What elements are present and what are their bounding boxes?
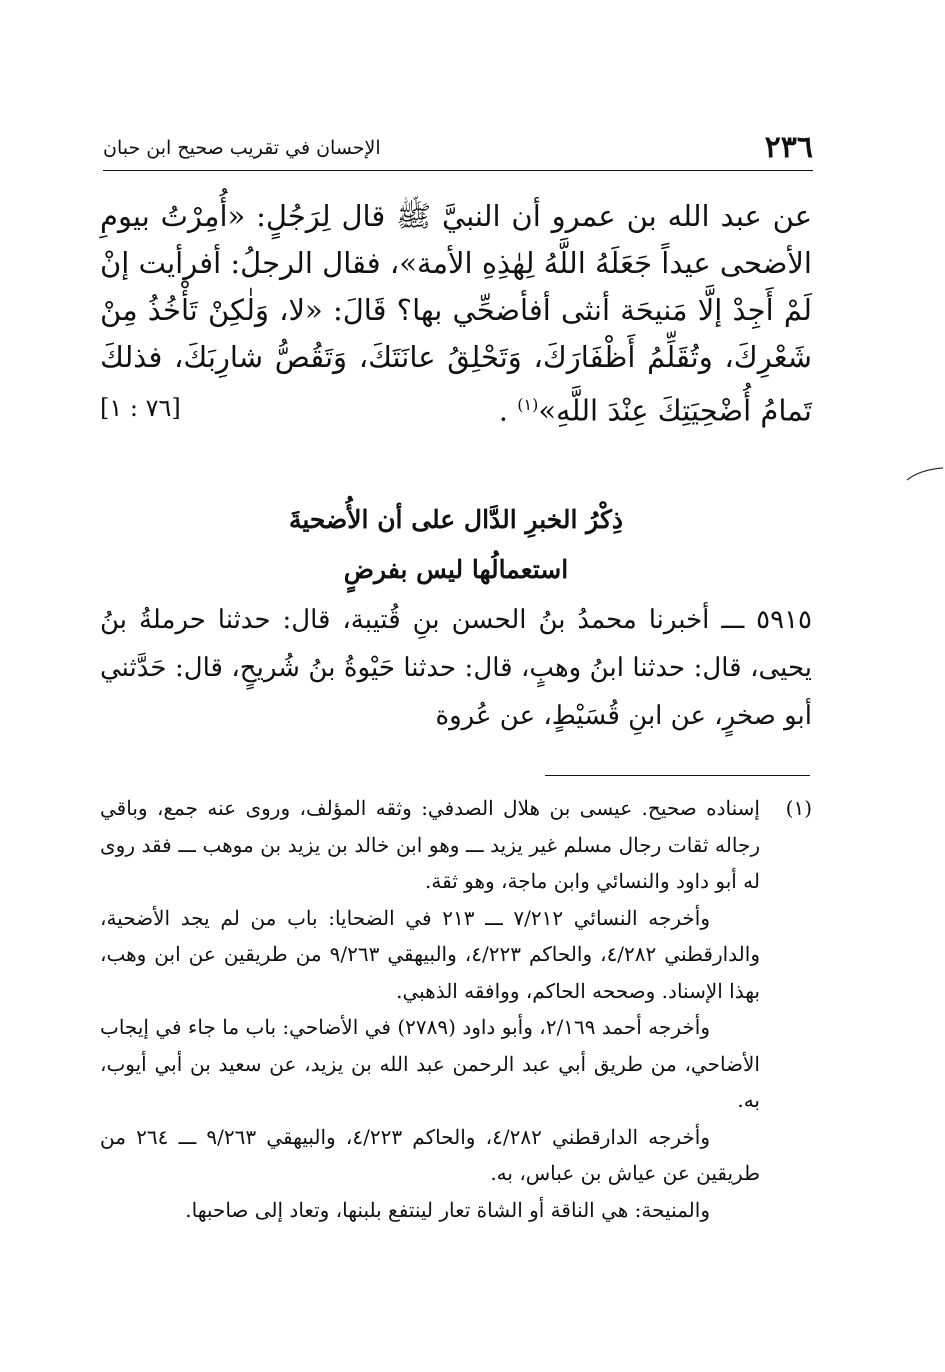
hadith-chain-text: ـــ أخبرنا محمدُ بنُ الحسن بنِ قُتيبة، قال: حدثنا حرملةُ بنُ يحيى، قال: حدثنا ابنُ وهبٍ، قال: حدثنا حَيْوةُ بنُ شُريحٍ، قال: حَدَّثني أبو صخرٍ، عن ابنِ قُسَيْطٍ، عن عُروة bbox=[100, 605, 812, 731]
footnote-reference: (١) bbox=[517, 395, 539, 414]
section-heading-line-1: ذِكْرُ الخبرِ الدَّال على أن الأُضحيةَ bbox=[288, 505, 624, 534]
margin-mark bbox=[905, 466, 945, 484]
volume-citation: [٧٦ : ١] bbox=[100, 394, 181, 422]
main-hadith-body: عن عبد الله بن عمرو أن النبيَّ ﷺ قال لِرَجُلٍ: «أُمِرْتُ بيومِ الأضحى عيداً جَعَلَهُ اللَّهُ لِهٰذِهِ الأمة»، فقال الرجلُ: أفرأيت إنْ لَمْ أَجِدْ إلَّا مَنيحَة أنثى أفأضحِّي بها؟ قَالَ: «لا، وَلٰكِنْ تَأْخُذُ مِنْ شَعْرِكَ، وتُقَلِّمُ أَظْفَارَكَ، وَتَحْلِقُ عانَتَكَ، وَتَقُصُّ شارِبَكَ، فذلكَ تَمامُ أُضْحِيَتِكَ عِنْدَ اللَّهِ» bbox=[100, 199, 812, 428]
footnote-1 bbox=[100, 790, 812, 900]
running-header bbox=[103, 128, 813, 168]
footnote-marker: (١) bbox=[785, 796, 812, 820]
hadith-number: ٥٩١٥ bbox=[756, 605, 813, 635]
hadith-chain bbox=[100, 596, 812, 740]
footnote-paragraph-1: إسناده صحيح. عيسى بن هلال الصدفي: وثقه المؤلف، وروى عنه جمع، وباقي رجاله ثقات رجال مسلم غير يزيد ـــ وهو ابن خالد بن يزيد بن موهب ـــ فقد روى له أبو داود والنسائي وابن ماجة، وهو ثقة. bbox=[100, 796, 760, 893]
running-title: الإحسان في تقريب صحيح ابن حبان bbox=[103, 137, 381, 159]
footnote-paragraph-3: وأخرجه أحمد ٢/١٦٩، وأبو داود (٢٧٨٩) في الأضاحي: باب ما جاء في إيجاب الأضاحي، من طريق أبي عبد الرحمن عبد الله بن يزيد، عن سعيد بن أبي أيوب، به. bbox=[100, 1015, 760, 1112]
section-heading-line-2: استعمالُها ليس بفرضٍ bbox=[343, 555, 569, 584]
main-hadith-end: . bbox=[498, 393, 508, 428]
main-hadith-text bbox=[100, 193, 812, 435]
page-number: ٢٣٦ bbox=[764, 130, 813, 165]
footnote-paragraph-2: وأخرجه النسائي ٧/٢١٢ ـــ ٢١٣ في الضحايا: باب من لم يجد الأضحية، والدارقطني ٤/٢٨٢، والحاكم ٤/٢٢٣، والبيهقي ٩/٢٦٣ من طريقين عن ابن وهب، بهذا الإسناد. وصححه الحاكم، ووافقه الذهبي. bbox=[100, 905, 760, 1003]
footnotes bbox=[100, 790, 812, 1228]
footnote-paragraph-4: وأخرجه الدارقطني ٤/٢٨٢، والحاكم ٤/٢٢٣، والبيهقي ٩/٢٦٣ ـــ ٢٦٤ من طريقين عن عياش بن عباس، به. bbox=[100, 1124, 760, 1185]
section-heading bbox=[100, 495, 812, 595]
footnote-continuation bbox=[100, 900, 812, 1229]
header-rule bbox=[103, 170, 813, 171]
footnote-paragraph-5: والمنيحة: هي الناقة أو الشاة تعار لينتفع بلبنها، وتعاد إلى صاحبها. bbox=[185, 1197, 710, 1222]
footnote-rule bbox=[545, 775, 810, 776]
